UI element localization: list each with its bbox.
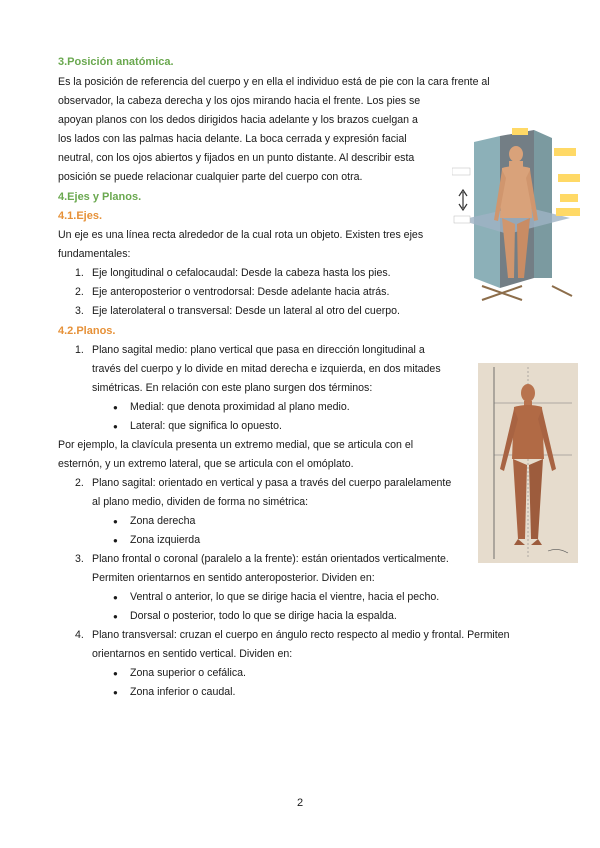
list-item: Eje longitudinal o cefalocaudal: Desde la cabeza hasta los pies. [92, 267, 391, 279]
bullet: ● [113, 422, 118, 431]
list-item-line: Plano frontal o coronal (paralelo a la frente): están orientados verticalmente. [92, 553, 449, 565]
paragraph-line: apoyan planos con los dedos dirigidos hacia adelante y los brazos cuelgan a [58, 114, 418, 126]
section-4-title: 4.Ejes y Planos. [58, 191, 142, 203]
paragraph-line: neutral, con los ojos abiertos y fijados en un punto distante. Al describir esta [58, 152, 415, 164]
page-number: 2 [296, 797, 304, 809]
bullet: ● [113, 669, 118, 678]
bullet: ● [113, 517, 118, 526]
bullet-text: Dorsal o posterior, todo lo que se dirige hacia la espalda. [130, 610, 397, 622]
paragraph-line: posición se puede relacionar cualquier parte del cuerpo con otra. [58, 171, 363, 183]
list-number: 1. [75, 267, 84, 279]
paragraph-line: Es la posición de referencia del cuerpo y en ella el individuo está de pie con la cara frente al [58, 76, 490, 88]
list-item-line: través del cuerpo y lo divide en mitad derecha e izquierda, en dos mitades [92, 363, 441, 375]
bullet: ● [113, 612, 118, 621]
paragraph-line: fundamentales: [58, 248, 131, 260]
list-item: Eje anteroposterior o ventrodorsal: Desde adelante hacia atrás. [92, 286, 390, 298]
list-item-line: Plano sagital: orientado en vertical y pasa a través del cuerpo paralelamente [92, 477, 452, 489]
list-number: 2. [75, 286, 84, 298]
bullet-text: Zona inferior o caudal. [130, 686, 236, 698]
section-3-title: 3.Posición anatómica. [58, 56, 174, 68]
bullet-text: Lateral: que significa lo opuesto. [130, 420, 282, 432]
ejes-title: 4.1.Ejes. [58, 210, 103, 222]
bullet: ● [113, 688, 118, 697]
bullet: ● [113, 536, 118, 545]
bullet-text: Zona derecha [130, 515, 196, 527]
bullet-text: Zona izquierda [130, 534, 201, 546]
planos-title: 4.2.Planos. [58, 325, 116, 337]
list-item-line: Plano transversal: cruzan el cuerpo en ángulo recto respecto al medio y frontal. Permiten [92, 629, 510, 641]
list-item-line: orientarnos en sentido vertical. Dividen en: [92, 648, 293, 660]
paragraph-line: esternón, y un extremo lateral, que se articula con el omóplato. [58, 458, 354, 470]
bullet-text: Zona superior o cefálica. [130, 667, 247, 679]
list-item: Eje laterolateral o transversal: Desde un lateral al otro del cuerpo. [92, 305, 400, 317]
human-body-drawing-figure [478, 363, 578, 563]
list-number: 1. [75, 344, 84, 356]
paragraph-line: observador, la cabeza derecha y los ojos mirando hacia el frente. Los pies se [58, 95, 421, 107]
list-item-line: simétricas. En relación con este plano surgen dos términos: [92, 382, 373, 394]
list-number: 2. [75, 477, 84, 489]
list-number: 4. [75, 629, 84, 641]
bullet-text: Ventral o anterior, lo que se dirige hacia el vientre, hacia el pecho. [130, 591, 440, 603]
paragraph-line: Un eje es una línea recta alrededor de la cual rota un objeto. Existen tres ejes [58, 229, 424, 241]
bullet-text: Medial: que denota proximidad al plano medio. [130, 401, 350, 413]
list-number: 3. [75, 305, 84, 317]
bullet: ● [113, 403, 118, 412]
list-item-line: Plano sagital medio: plano vertical que pasa en dirección longitudinal a [92, 344, 425, 356]
list-item-line: al plano medio, dividen de forma no simétrica: [92, 496, 309, 508]
list-number: 3. [75, 553, 84, 565]
list-item-line: Permiten orientarnos en sentido anteroposterior. Dividen en: [92, 572, 375, 584]
paragraph-line: Por ejemplo, la clavícula presenta un extremo medial, que se articula con el [58, 439, 414, 451]
bullet: ● [113, 593, 118, 602]
paragraph-line: los lados con las palmas hacia delante. La boca cerrada y expresión facial [58, 133, 407, 145]
anatomical-planes-figure [452, 128, 582, 304]
